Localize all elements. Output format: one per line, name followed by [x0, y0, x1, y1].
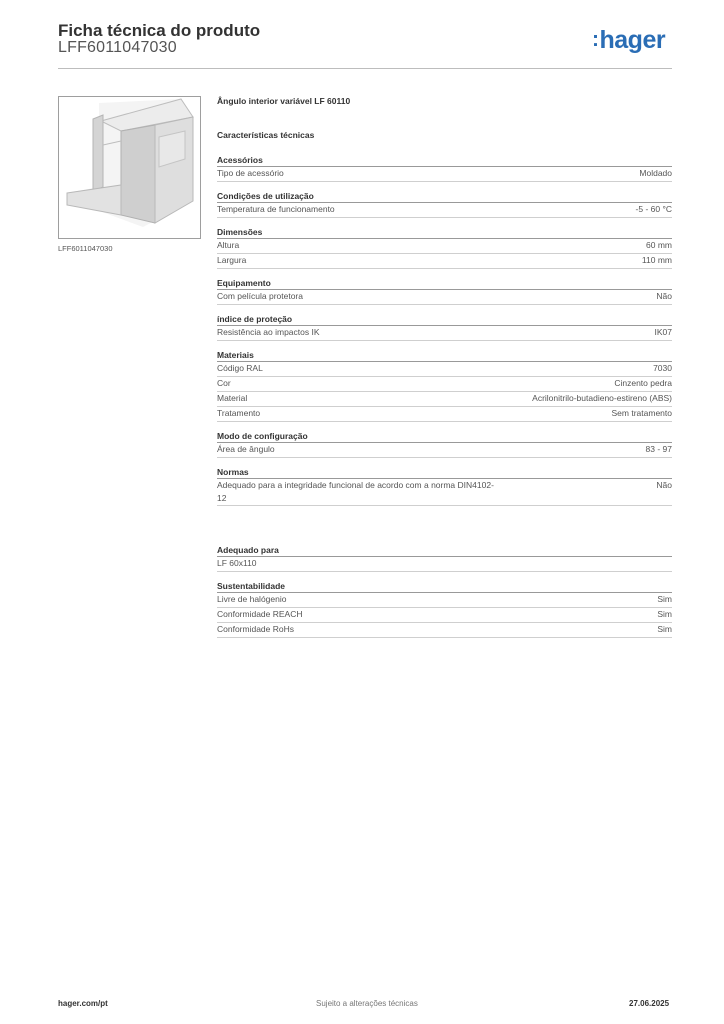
footer-website: hager.com/pt: [58, 999, 108, 1008]
spec-label: Temperatura de funcionamento: [217, 204, 335, 214]
spec-value: 60 mm: [646, 240, 672, 250]
spec-value: Acrilonitrilo-butadieno-estireno (ABS): [532, 393, 672, 403]
logo-text: hager: [599, 26, 666, 54]
spec-label: Com película protetora: [217, 291, 303, 301]
spec-row: [217, 557, 672, 572]
spec-row: [217, 239, 672, 254]
spec-row: [217, 593, 672, 608]
spec-label: Cor: [217, 378, 231, 388]
spec-row: [217, 443, 672, 458]
spec-value: Não: [656, 291, 672, 301]
spec-row: [217, 254, 672, 269]
section-title: Equipamento: [217, 278, 271, 288]
product-image: [58, 96, 201, 239]
spec-value: Sim: [657, 609, 672, 619]
spec-row: [217, 203, 672, 218]
spec-label: Resistência ao impactos IK: [217, 327, 320, 337]
spec-label: Livre de halógenio: [217, 594, 287, 604]
section-title: Adequado para: [217, 545, 279, 555]
header-divider: [58, 68, 672, 69]
product-name: Ângulo interior variável LF 60110: [217, 96, 351, 106]
spec-label: Código RAL: [217, 363, 263, 373]
spec-row: [217, 479, 672, 506]
spec-label: Material: [217, 393, 248, 403]
product-code: LFF6011047030: [58, 39, 177, 56]
footer-notice: Sujeito a alterações técnicas: [316, 999, 418, 1008]
spec-row: [217, 392, 672, 407]
spec-row: [217, 377, 672, 392]
spacer: [217, 506, 672, 536]
spec-value: Não: [656, 480, 672, 490]
spec-value: 83 - 97: [645, 444, 672, 454]
spec-row: [217, 407, 672, 422]
spec-value: Cinzento pedra: [614, 378, 672, 388]
spec-panel: [217, 94, 672, 638]
product-illustration: [59, 97, 200, 238]
spec-row: [217, 623, 672, 638]
spec-label: LF 60x110: [217, 558, 257, 568]
footer-date: 27.06.2025: [629, 999, 670, 1008]
extra-sections: [217, 545, 672, 638]
section-title: Acessórios: [217, 155, 263, 165]
tech-heading: Características técnicas: [217, 130, 315, 140]
image-caption: LFF6011047030: [58, 244, 113, 253]
spec-value: 110 mm: [641, 255, 672, 265]
spec-label: Largura: [217, 255, 247, 265]
logo-colon-mark: :: [592, 28, 599, 51]
spec-label: Tipo de acessório: [217, 168, 284, 178]
section-title: índice de proteção: [217, 314, 293, 324]
section-title: Modo de configuração: [217, 431, 308, 441]
hager-logo: [592, 28, 665, 53]
section-title: Condições de utilização: [217, 191, 314, 201]
spec-label: Altura: [217, 240, 240, 250]
section-title: Dimensões: [217, 227, 263, 237]
page-title: Ficha técnica do produto: [58, 21, 261, 40]
spec-row: [217, 608, 672, 623]
spec-sections: [217, 155, 672, 506]
spec-value: Moldado: [639, 168, 672, 178]
spec-value: IK07: [654, 327, 672, 337]
spec-row: [217, 290, 672, 305]
spec-row: [217, 362, 672, 377]
section-title: Normas: [217, 467, 249, 477]
spec-value: 7030: [653, 363, 672, 373]
spec-value: Sim: [657, 594, 672, 604]
spec-value: Sim: [657, 624, 672, 634]
spec-value: Sem tratamento: [611, 408, 672, 418]
spec-label: Tratamento: [217, 408, 261, 418]
spec-label: Adequado para a integridade funcional de acordo com a norma DIN4102-12: [217, 480, 494, 503]
section-title: Materiais: [217, 350, 254, 360]
spec-value: -5 - 60 °C: [635, 204, 672, 214]
spec-label: Área de ângulo: [217, 444, 275, 454]
section-title: Sustentabilidade: [217, 581, 286, 591]
spec-label: Conformidade RoHs: [217, 624, 295, 634]
spec-row: [217, 167, 672, 182]
spec-row: [217, 326, 672, 341]
spec-label: Conformidade REACH: [217, 609, 303, 619]
